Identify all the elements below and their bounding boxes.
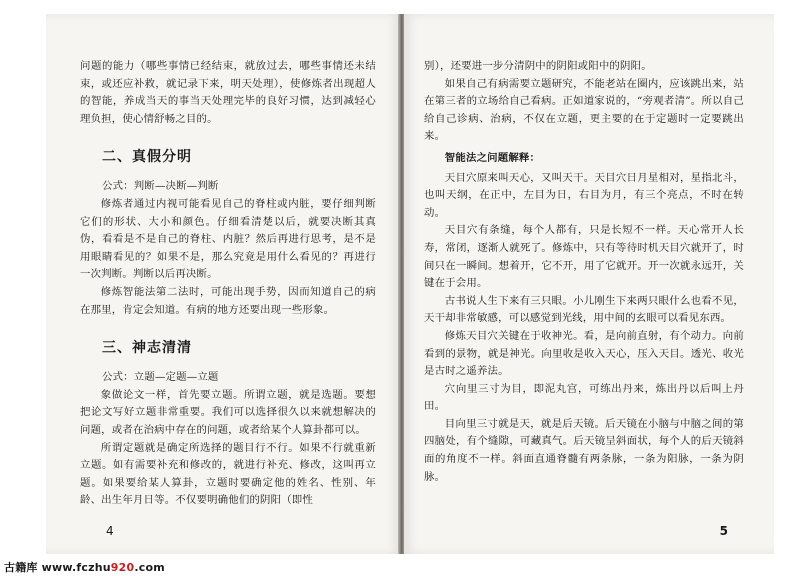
right-page-text <box>424 58 744 486</box>
paragraph: 修炼智能法第二法时，可能出现手势，因而知道自己的病在那里，肯定会知道。有病的地方还要出现一些形象。 <box>80 285 376 316</box>
watermark-url-number: 920 <box>110 561 135 574</box>
paragraph: 穴向里三寸为目，即泥丸宫，可练出丹来，炼出丹以后叫上丹田。 <box>424 382 744 413</box>
watermark-label: 古籍库 <box>4 561 38 574</box>
left-page <box>46 14 400 554</box>
book-spread <box>46 14 774 554</box>
left-lead-paragraph: 问题的能力（哪些事情已经结束，就放过去，哪些事情还未结束，或还应补救，就记录下来，明天处理），使修炼者出现超人的智能，养成当天的事当天处理完毕的良好习惯，达到减轻心理负担，使心情舒畅之目的。 <box>80 60 376 125</box>
page-number-right: 5 <box>719 524 728 538</box>
right-lead-paragraph: 别），还要进一步分清阴中的阴阳或阳中的阴阳。 <box>424 60 652 72</box>
paragraph: 天目穴有条缝，每个人都有，只是长短不一样。天心常开人长寿，常闭，逐渐人就死了。修炼中，只有等待时机天目穴就开了，时间只在一瞬间。想着开，它不开，用了它就开。开一次就永远开，关键在于会用。 <box>424 224 744 290</box>
paragraph: 修炼者通过内视可能看见自己的脊柱或内脏，要仔细判断它们的形状、大小和颜色。仔细看清楚以后，就要决断其真伪，看看是不是自己的脊柱、内脏？然后再进行思考，是不是用眼睛看见的？如果不是，那么究竟是用什么看见的？再进行一次判断。判断以后再决断。 <box>80 197 376 281</box>
paragraph: 目向里三寸就是天，就是后天镜。后天镜在小脑与中脑之间的第四脑处，有个缝隙，可藏真气。后天镜呈斜面状，每个人的后天镜斜面的角度不一样。斜面直通脊髓有两条脉，一条为阳脉，一条为阴脉。 <box>424 417 744 483</box>
watermark-url-prefix: www.fczhu <box>37 561 111 574</box>
watermark-url-suffix: .com <box>134 561 165 574</box>
right-page <box>404 14 774 554</box>
paragraph: 所谓定题就是确定所选择的题目行不行。如果不行就重新立题。如有需要补充和修改的，就进行补充、修改，这叫再立题。如果要给某人算卦，立题时要确定他的姓名、性别、年龄、出生年月日等。不仅要明确他们的阴阳（即性 <box>80 441 376 507</box>
question-explanation-title: 智能法之问题解释： <box>444 151 541 164</box>
paragraph: 修炼天目穴关键在于收神光。看，是向前直射，有个动力。向前看到的景物，就是神光。向里收是收入天心，压入天目。透光、收光是古时之遥养法。 <box>424 329 744 378</box>
site-watermark <box>4 559 165 575</box>
paragraph: 如果自己有病需要立题研究，不能老站在圈内，应该跳出来，站在第三者的立场给自己看病。正如道家说的，“旁观者清”。所以自己给自己诊病、治病，不仅在立题，更主要的在于定题时一定要跳出来。 <box>424 77 744 143</box>
page-number-left: 4 <box>106 524 114 538</box>
paragraph: 天目穴原来叫天心，又叫天干。天目穴日月星相对，星指北斗，也叫天纲，在正中，左目为日，右目为月，有三个亮点，不时在转动。 <box>424 171 744 219</box>
paragraph: 古书说人生下来有三只眼。小儿刚生下来两只眼什么也看不见，天干却非常敏感，可以感觉到光线，用中间的玄眼可以看见东西。 <box>424 294 744 325</box>
left-page-text <box>80 58 376 510</box>
paragraph: 象做论文一样，首先要立题。所谓立题，就是选题。要想把论文写好立题非常重要。我们可以选择很久以来就想解决的问题，或者在治病中存在的问题，或者给某个人算卦都可以。 <box>80 388 376 436</box>
section-heading-true-false: 二、真假分明 <box>102 149 192 166</box>
formula-topic: 公式：立题—定题—立题 <box>102 371 219 384</box>
formula-judge: 公式：判断—决断—判断 <box>102 180 219 193</box>
section-heading-clear-mind: 三、神志清清 <box>102 340 192 357</box>
